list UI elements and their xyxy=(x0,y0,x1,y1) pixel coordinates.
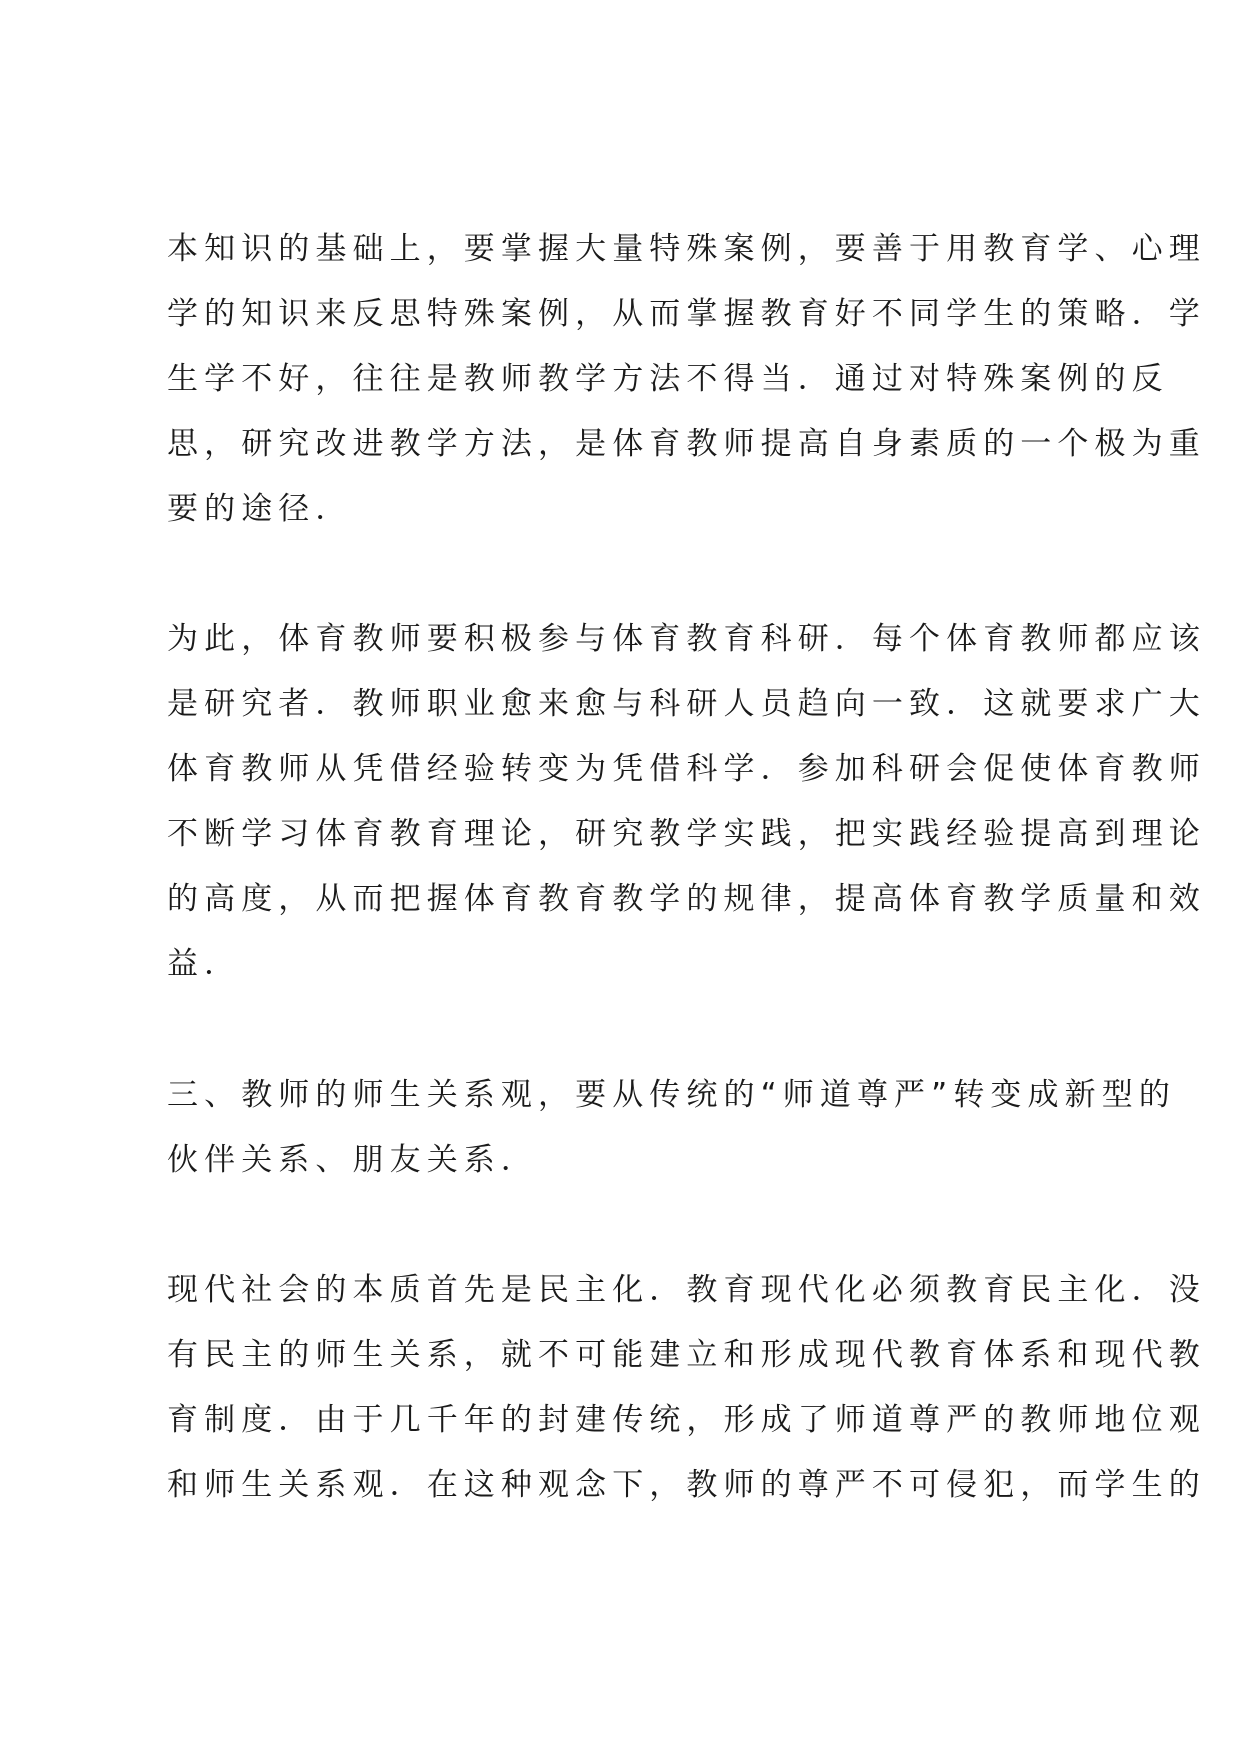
text-line: 益． xyxy=(167,946,242,982)
text-line: 的高度，从而把握体育教育教学的规律，提高体育教学质量和效 xyxy=(167,881,1206,917)
text-line: 是研究者．教师职业愈来愈与科研人员趋向一致．这就要求广大 xyxy=(167,686,1206,722)
text-line: 本知识的基础上，要掌握大量特殊案例，要善于用教育学、心理 xyxy=(167,231,1206,267)
text-line: 和师生关系观．在这种观念下，教师的尊严不可侵犯，而学生的 xyxy=(167,1467,1206,1503)
text-line: 现代社会的本质首先是民主化．教育现代化必须教育民主化．没 xyxy=(167,1272,1206,1308)
text-line: 育制度．由于几千年的封建传统，形成了师道尊严的教师地位观 xyxy=(167,1402,1206,1438)
text-line: 生学不好，往往是教师教学方法不得当．通过对特殊案例的反 xyxy=(167,361,1169,397)
text-line: 思，研究改进教学方法，是体育教师提高自身素质的一个极为重 xyxy=(167,426,1206,462)
text-line: 伙伴关系、朋友关系． xyxy=(167,1142,538,1178)
text-line: 学的知识来反思特殊案例，从而掌握教育好不同学生的策略．学 xyxy=(167,296,1206,332)
text-line: 体育教师从凭借经验转变为凭借科学．参加科研会促使体育教师 xyxy=(167,751,1206,787)
text-line: 要的途径． xyxy=(167,491,353,527)
text-line: 三、教师的师生关系观，要从传统的“师道尊严”转变成新型的 xyxy=(167,1077,1176,1113)
text-line: 有民主的师生关系，就不可能建立和形成现代教育体系和现代教 xyxy=(167,1337,1206,1373)
text-line: 为此，体育教师要积极参与体育教育科研．每个体育教师都应该 xyxy=(167,621,1206,657)
text-line: 不断学习体育教育理论，研究教学实践，把实践经验提高到理论 xyxy=(167,816,1206,852)
